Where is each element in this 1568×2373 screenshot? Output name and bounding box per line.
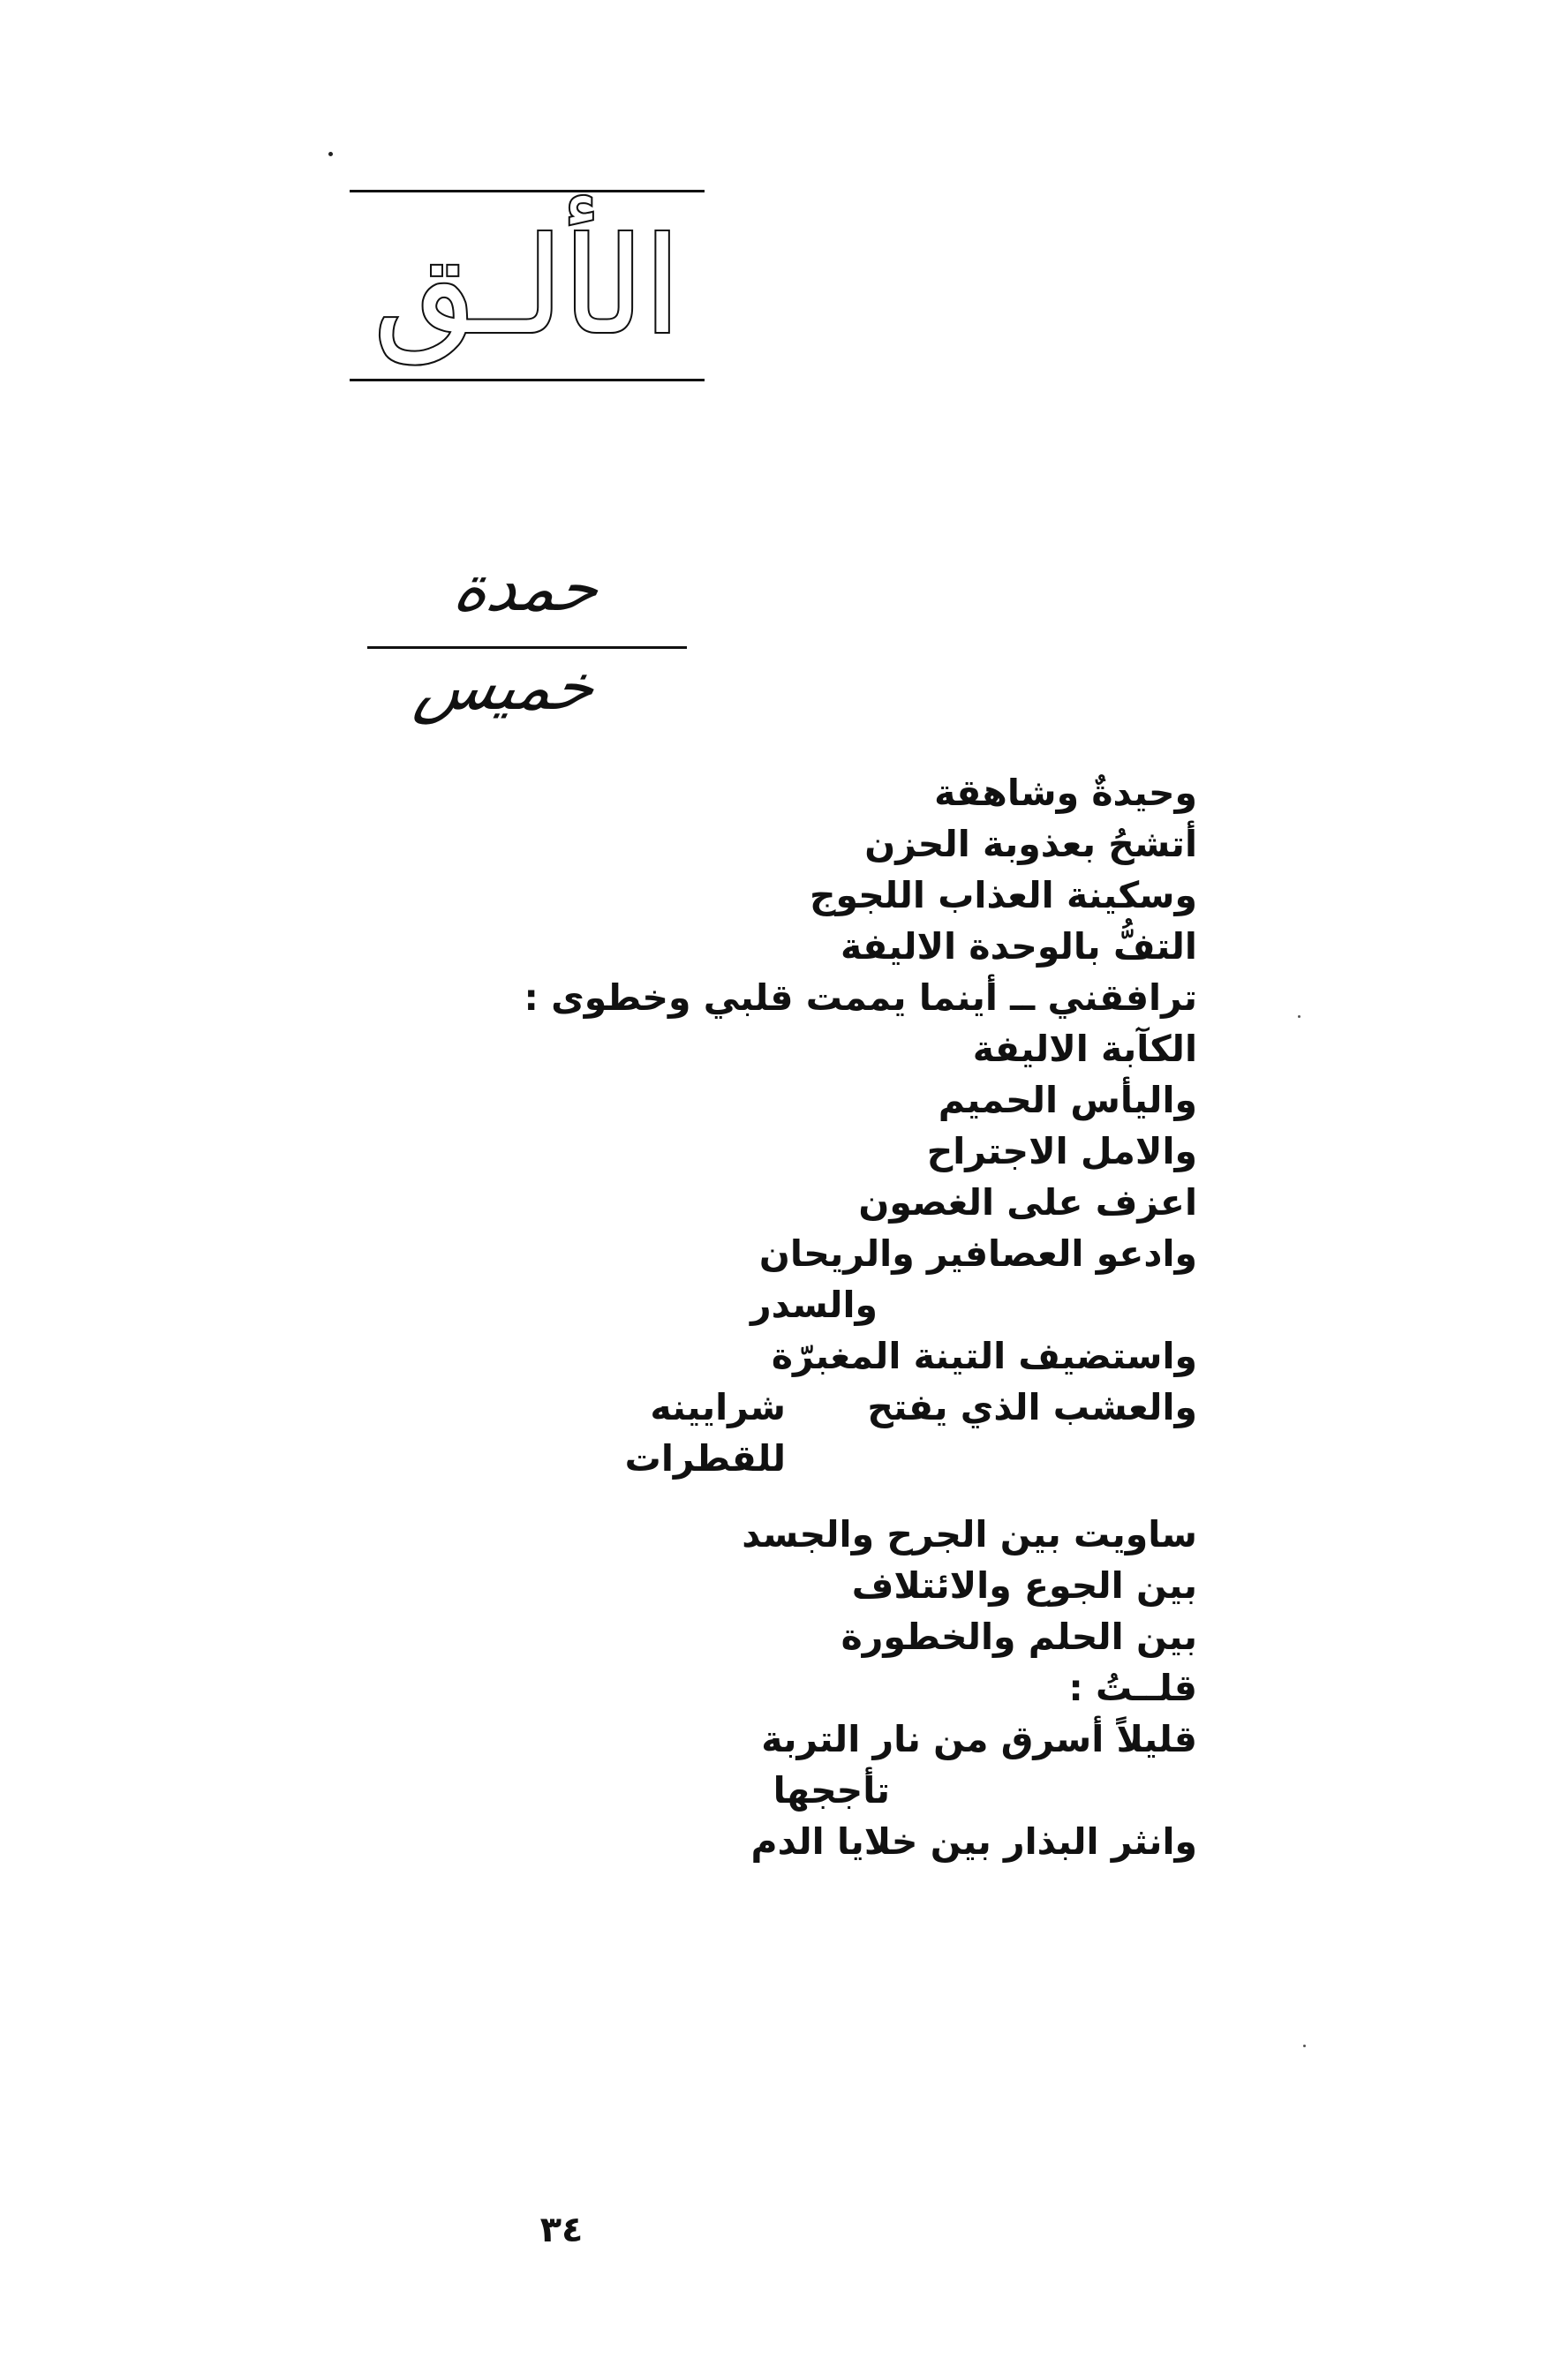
poem-line: ترافقني ــ أينما يممت قلبي وخطوى :	[524, 976, 1197, 1019]
poem-line: تأججها	[773, 1769, 890, 1812]
ink-speck	[1303, 2045, 1306, 2047]
poem-line: للقطرات	[624, 1437, 786, 1480]
poem-line: أتشحُ بعذوبة الحزن	[864, 823, 1197, 865]
ink-speck	[1298, 1015, 1300, 1018]
title-bottom-rule	[350, 379, 705, 381]
poem-title-text: الألـق	[373, 210, 681, 364]
poem-line: شرايينه	[650, 1386, 786, 1428]
poem-line: واستضيف التينة المغبرّة	[771, 1335, 1197, 1377]
signature-underline	[367, 646, 687, 649]
poem-line: بين الحلم والخطورة	[841, 1616, 1197, 1658]
poem-line: اعزف على الغصون	[858, 1181, 1197, 1224]
ink-dot	[328, 152, 333, 156]
author-signature-block	[367, 539, 687, 724]
poem-line: وادعو العصافير والريحان	[758, 1232, 1197, 1275]
author-signature: حمدة خميس	[410, 551, 607, 724]
poem-line: قلــتُ :	[1068, 1667, 1197, 1709]
poem-line: التفُّ بالوحدة الاليفة	[841, 925, 1197, 968]
poem-line: ساويت بين الجرح والجسد	[742, 1513, 1197, 1556]
poem-title-block	[350, 190, 705, 384]
poem-line: الكآبة الاليفة	[972, 1028, 1197, 1070]
poem-title	[350, 202, 705, 372]
poem-line: والعشب الذي يفتح	[867, 1386, 1197, 1428]
title-top-rule	[350, 190, 705, 192]
poem-line: قليلاً أسرق من نار التربة	[761, 1718, 1197, 1760]
page-number: ٣٤	[539, 2210, 584, 2250]
poem-line: بين الجوع والائتلاف	[851, 1564, 1197, 1607]
poem-line: والسدر	[750, 1284, 878, 1326]
poem-line: وسكينة العذاب اللجوج	[809, 874, 1197, 916]
poem-line: والامل الاجتراح	[926, 1130, 1197, 1172]
poem-line: وحيدةٌ وشاهقة	[934, 772, 1197, 814]
poem-line: واليأس الحميم	[938, 1079, 1197, 1121]
poem-line: وانثر البذار بين خلايا الدم	[750, 1820, 1197, 1863]
